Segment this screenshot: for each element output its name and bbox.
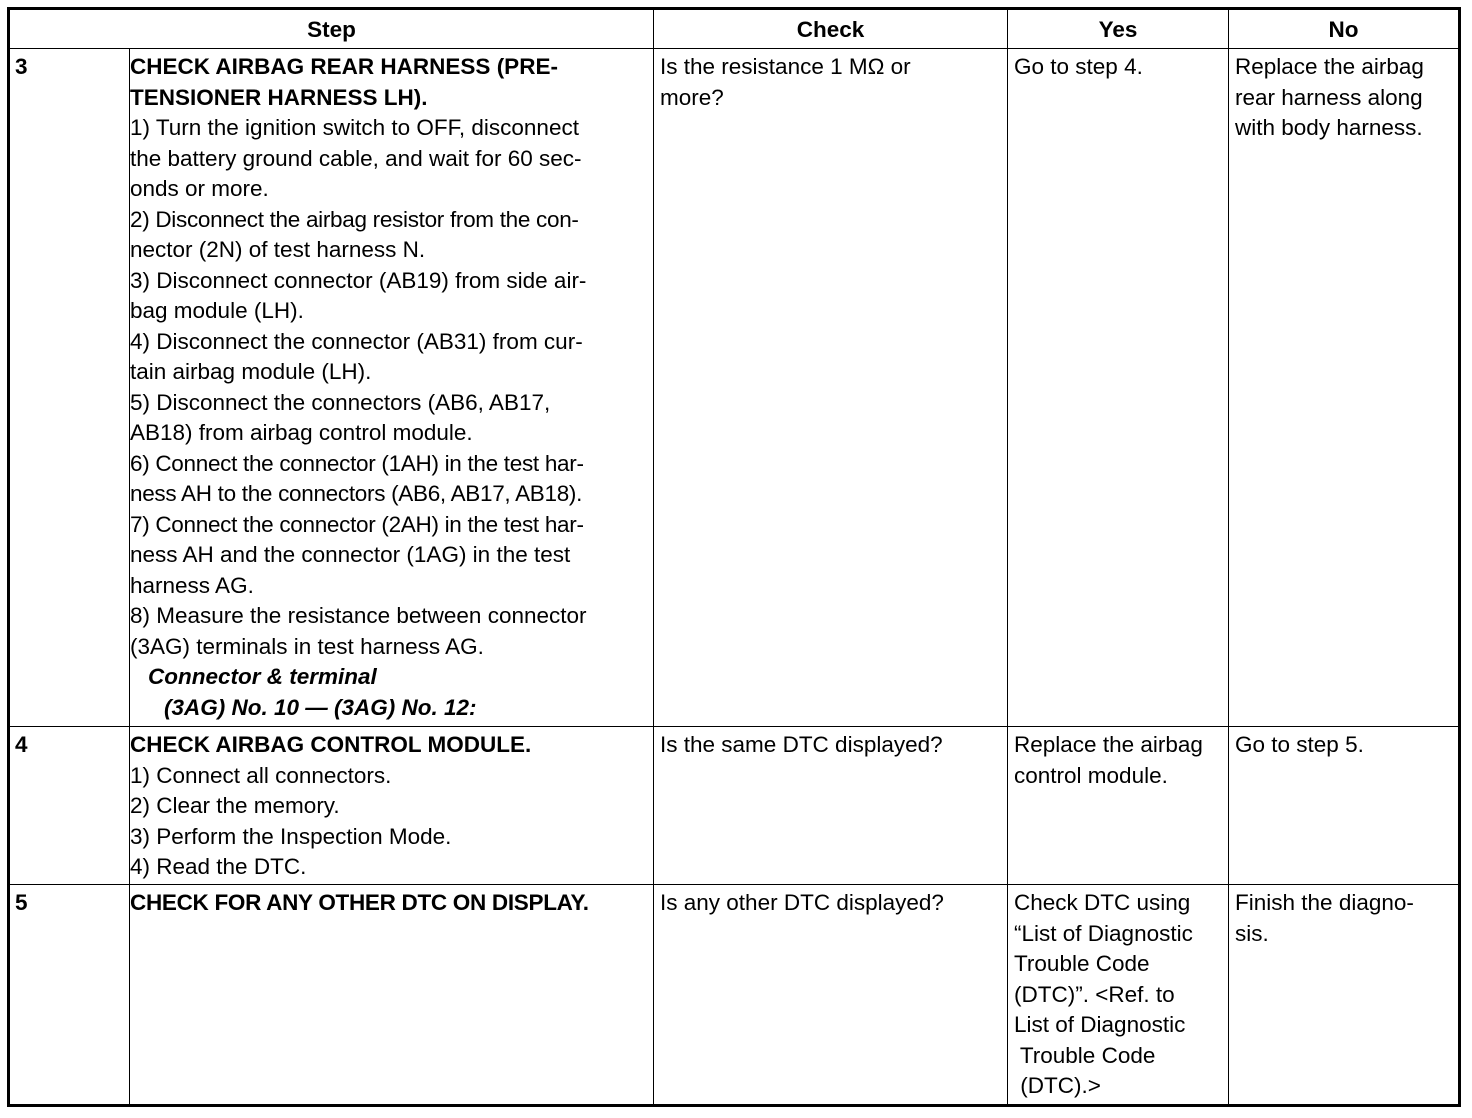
no-cell: [1229, 727, 1460, 885]
no-line: Finish the diagno-: [1235, 890, 1414, 915]
instruction-line: 2) Clear the memory.: [130, 793, 340, 818]
header-no: No: [1229, 9, 1460, 49]
instruction-line: ness AH and the connector (1AG) in the test: [130, 542, 571, 567]
no-cell: [1229, 885, 1460, 1106]
yes-cell: [1008, 727, 1229, 885]
step-number: 4: [9, 727, 130, 885]
instruction-line: onds or more.: [130, 176, 269, 201]
yes-line: Check DTC using: [1014, 890, 1191, 915]
yes-line: List of Diagnostic: [1014, 1012, 1186, 1037]
table-row-step-3: [9, 49, 1460, 727]
yes-line: control module.: [1014, 762, 1168, 788]
yes-line: Replace the airbag: [1014, 732, 1203, 757]
instruction-line: 3) Perform the Inspection Mode.: [130, 823, 452, 849]
yes-line: (DTC)”. <Ref. to: [1014, 981, 1175, 1007]
no-line: Replace the airbag: [1235, 54, 1424, 79]
no-line: sis.: [1235, 920, 1269, 946]
table-row-step-4: [9, 727, 1460, 885]
spec-label: Connector & terminal: [148, 664, 377, 689]
no-cell: [1229, 49, 1460, 727]
yes-line: Trouble Code: [1014, 1042, 1156, 1068]
check-line: Is any other DTC displayed?: [660, 890, 944, 915]
check-line: Is the same DTC displayed?: [660, 732, 943, 757]
yes-cell: [1008, 49, 1229, 727]
yes-line: (DTC).>: [1014, 1073, 1101, 1098]
check-cell: [654, 49, 1008, 727]
check-cell: [654, 885, 1008, 1106]
no-line: rear harness along: [1235, 84, 1423, 110]
check-line: more?: [660, 84, 724, 110]
instruction-line: harness AG.: [130, 572, 254, 598]
instruction-line: 7) Connect the connector (2AH) in the test har-: [130, 511, 584, 537]
step-number: 3: [9, 49, 130, 727]
yes-line: Go to step 4.: [1014, 54, 1143, 79]
instruction-line: 8) Measure the resistance between connector: [130, 603, 587, 628]
step-instructions: [130, 727, 654, 885]
instruction-line: 1) Connect all connectors.: [130, 762, 392, 788]
instruction-line: 6) Connect the connector (1AH) in the test har-: [130, 450, 584, 476]
instruction-line: tain airbag module (LH).: [130, 359, 372, 384]
header-check: Check: [654, 9, 1008, 49]
diagnostic-table: [7, 7, 1461, 1107]
instruction-line: bag module (LH).: [130, 298, 304, 323]
instruction-line: 4) Disconnect the connector (AB31) from cur-: [130, 328, 583, 354]
instruction-line: ness AH to the connectors (AB6, AB17, AB18).: [130, 481, 583, 506]
check-line: Is the resistance 1 MΩ or: [660, 54, 911, 79]
header-yes: Yes: [1008, 9, 1229, 49]
table-row-step-5: [9, 885, 1460, 1106]
instruction-line: (3AG) terminals in test harness AG.: [130, 633, 484, 659]
instruction-line: the battery ground cable, and wait for 60 sec-: [130, 145, 582, 171]
instruction-line: 5) Disconnect the connectors (AB6, AB17,: [130, 389, 551, 415]
step-title: CHECK AIRBAG REAR HARNESS (PRE-: [130, 54, 558, 79]
yes-cell: [1008, 885, 1229, 1106]
header-step: Step: [9, 9, 654, 49]
instruction-line: AB18) from airbag control module.: [130, 420, 473, 445]
instruction-line: 2) Disconnect the airbag resistor from the con-: [130, 206, 579, 232]
yes-line: “List of Diagnostic: [1014, 920, 1193, 946]
yes-line: Trouble Code: [1014, 951, 1150, 976]
check-cell: [654, 727, 1008, 885]
step-title: TENSIONER HARNESS LH).: [130, 84, 428, 110]
instruction-line: 4) Read the DTC.: [130, 854, 307, 879]
spec-value: (3AG) No. 10 — (3AG) No. 12:: [164, 694, 477, 720]
no-line: Go to step 5.: [1235, 732, 1364, 757]
instruction-line: 1) Turn the ignition switch to OFF, disconnect: [130, 115, 579, 140]
step-title: CHECK FOR ANY OTHER DTC ON DISPLAY.: [130, 890, 589, 915]
no-line: with body harness.: [1235, 115, 1423, 140]
instruction-line: 3) Disconnect connector (AB19) from side air-: [130, 267, 587, 293]
step-number: 5: [9, 885, 130, 1106]
step-title: CHECK AIRBAG CONTROL MODULE.: [130, 732, 532, 757]
step-instructions: [130, 885, 654, 1106]
step-instructions: [130, 49, 654, 727]
instruction-line: nector (2N) of test harness N.: [130, 237, 426, 262]
header-row: [9, 9, 1460, 49]
